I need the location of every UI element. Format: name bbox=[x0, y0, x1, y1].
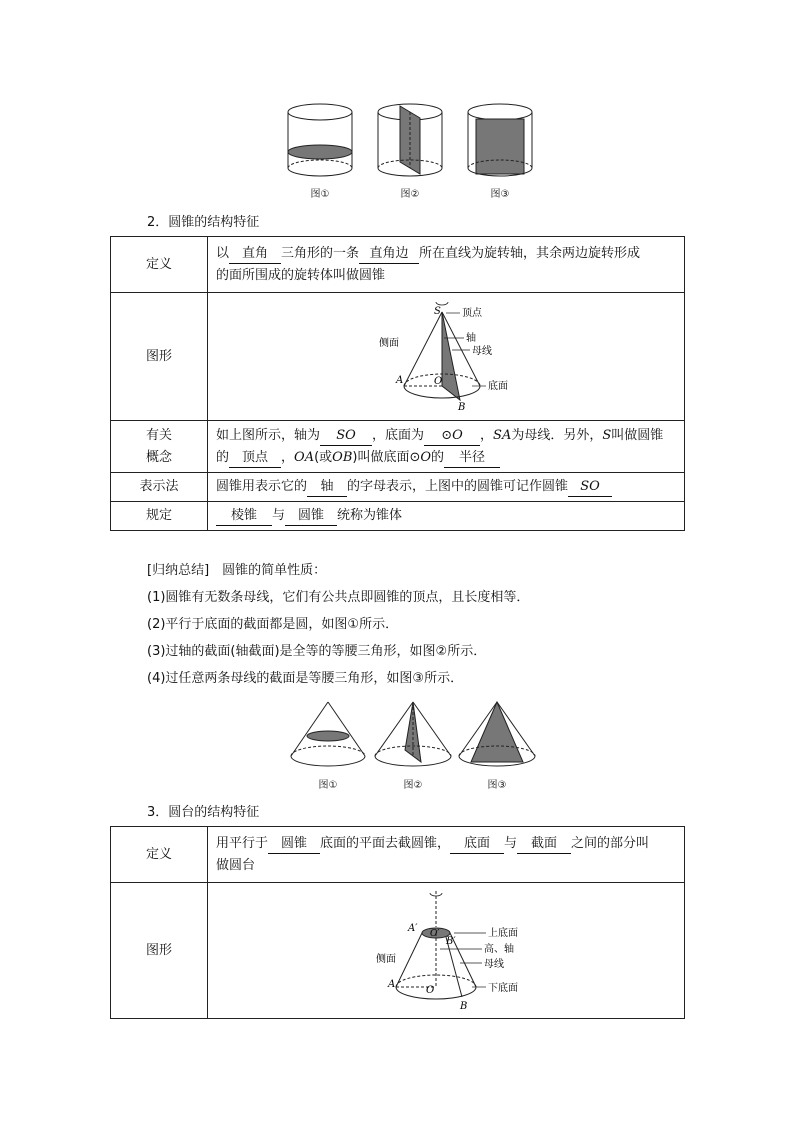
label-base: 底面 bbox=[488, 380, 508, 392]
blank-answer: SO bbox=[568, 478, 612, 497]
cone-rule-row bbox=[111, 502, 685, 531]
label-generatrix: 母线 bbox=[472, 345, 492, 357]
text: 叫做圆锥 bbox=[611, 427, 664, 443]
label-O: O bbox=[426, 984, 435, 996]
cone-property-caption-3: 图③ bbox=[487, 780, 507, 791]
cylinder-caption-1: 图① bbox=[310, 189, 330, 200]
label-vertex: 顶点 bbox=[462, 307, 482, 319]
cone-diagram bbox=[376, 298, 576, 416]
cone-definition-label: 定义 bbox=[111, 237, 208, 293]
summary-item-3: (3)过轴的截面(轴截面)是全等的等腰三角形，如图②所示． bbox=[147, 644, 487, 659]
cylinder-caption-3: 图③ bbox=[490, 189, 510, 200]
blank-answer: 截面 bbox=[517, 835, 571, 854]
label-B: B bbox=[460, 1000, 468, 1012]
frustum-figure-cell bbox=[208, 883, 685, 1019]
text: OA bbox=[294, 449, 315, 465]
text: 如上图所示，轴为 bbox=[216, 427, 321, 443]
blank-answer: ⊙O bbox=[424, 427, 480, 446]
blank-answer: 底面 bbox=[450, 835, 504, 854]
cone-property-figures bbox=[285, 700, 540, 775]
blank-answer: 顶点 bbox=[229, 449, 281, 468]
text: )叫做底面⊙ bbox=[352, 449, 421, 465]
text: O bbox=[420, 449, 432, 465]
blank-answer: 棱锥 bbox=[216, 507, 272, 526]
text: 底面的平面去截圆锥， bbox=[320, 835, 451, 851]
cone-section-heading: 2．圆锥的结构特征 bbox=[147, 215, 260, 230]
cone-notation-label: 表示法 bbox=[111, 473, 208, 502]
text: 之间的部分叫 bbox=[571, 835, 650, 851]
cone-figure-label: 图形 bbox=[111, 293, 208, 421]
blank-answer: 轴 bbox=[307, 478, 347, 497]
label-A: A bbox=[388, 978, 396, 990]
cylinder-figure-3 bbox=[468, 104, 532, 176]
cone-property-caption-1: 图① bbox=[318, 780, 338, 791]
text: 与 bbox=[504, 835, 518, 851]
text: ， bbox=[281, 449, 295, 465]
summary-item-2: (2)平行于底面的截面都是圆，如图①所示． bbox=[147, 617, 399, 632]
text: (或 bbox=[314, 449, 333, 465]
label-A: A bbox=[396, 374, 404, 386]
text: 为母线．另外， bbox=[511, 427, 603, 443]
cone-property-figure-3 bbox=[459, 702, 535, 766]
cone-figure-row bbox=[111, 293, 685, 421]
summary-title: [归纳总结] 圆锥的简单性质： bbox=[147, 563, 327, 578]
cone-figure-cell bbox=[208, 293, 685, 421]
text: 与 bbox=[272, 508, 286, 523]
text: SA bbox=[493, 427, 512, 443]
cone-rule-content bbox=[208, 502, 685, 531]
cone-definition-content bbox=[208, 237, 685, 293]
text: OB bbox=[332, 449, 353, 465]
frustum-figure-label: 图形 bbox=[111, 883, 208, 1019]
cone-property-figure-2 bbox=[375, 702, 451, 766]
blank-answer: 半径 bbox=[444, 449, 500, 468]
label-B-prime: B′ bbox=[446, 935, 456, 947]
frustum-definition-row bbox=[111, 827, 685, 883]
label-generatrix: 母线 bbox=[484, 958, 504, 970]
cone-concepts-label bbox=[111, 421, 208, 473]
text: 的 bbox=[431, 449, 445, 465]
blank-answer: SO bbox=[320, 427, 372, 446]
text: 所在直线为旋转轴，其余两边旋转形成 bbox=[419, 245, 641, 261]
summary-item-1: (1)圆锥有无数条母线，它们有公共点即圆锥的顶点，且长度相等． bbox=[147, 590, 530, 605]
frustum-figure-row bbox=[111, 883, 685, 1019]
label-height-axis: 高、轴 bbox=[484, 943, 514, 955]
label-S: S bbox=[434, 305, 441, 317]
label-side: 侧面 bbox=[376, 953, 396, 965]
cone-notation-row bbox=[111, 473, 685, 502]
cone-definition-row bbox=[111, 237, 685, 293]
text: 的字母表示，上图中的圆锥可记作圆锥 bbox=[347, 479, 569, 494]
label-side: 侧面 bbox=[379, 337, 399, 349]
summary-item-4: (4)过任意两条母线的截面是等腰三角形，如图③所示． bbox=[147, 671, 464, 686]
text: 概念 bbox=[145, 449, 172, 465]
text: 三角形的一条 bbox=[281, 245, 360, 261]
frustum-definition-label: 定义 bbox=[111, 827, 208, 883]
text: 统称为锥体 bbox=[337, 508, 403, 523]
text: ， bbox=[480, 427, 494, 443]
blank-answer: 直角 bbox=[229, 245, 281, 264]
text: 有关 bbox=[145, 427, 172, 443]
cylinder-caption-2: 图② bbox=[400, 189, 420, 200]
cone-concepts-row bbox=[111, 421, 685, 473]
label-B: B bbox=[458, 401, 466, 413]
cone-rule-label: 规定 bbox=[111, 502, 208, 531]
text: 圆锥用表示它的 bbox=[216, 479, 308, 494]
text: 用平行于 bbox=[216, 835, 269, 851]
text: S bbox=[602, 427, 612, 443]
text: 以 bbox=[216, 245, 230, 261]
label-bottom-base: 下底面 bbox=[488, 982, 518, 994]
label-axis: 轴 bbox=[466, 332, 476, 344]
cone-notation-content bbox=[208, 473, 685, 502]
text: 的 bbox=[216, 449, 230, 465]
cone-concepts-content bbox=[208, 421, 685, 473]
label-top-base: 上底面 bbox=[488, 927, 518, 939]
cone-property-figure-1 bbox=[291, 702, 365, 766]
frustum-diagram bbox=[376, 887, 576, 1015]
blank-answer: 直角边 bbox=[359, 245, 419, 264]
text: ，底面为 bbox=[372, 427, 425, 443]
cone-property-caption-2: 图② bbox=[403, 780, 423, 791]
cylinder-figure-1 bbox=[288, 104, 352, 176]
frustum-structure-table bbox=[110, 826, 685, 1019]
text: 做圆台 bbox=[216, 857, 256, 873]
blank-answer: 圆锥 bbox=[268, 835, 320, 854]
text: 的面所围成的旋转体叫做圆锥 bbox=[216, 267, 386, 283]
frustum-definition-content bbox=[208, 827, 685, 883]
cylinder-figure-2 bbox=[378, 104, 442, 176]
label-O-prime: O′ bbox=[430, 928, 440, 939]
cone-structure-table bbox=[110, 236, 685, 531]
label-O: O bbox=[434, 375, 443, 387]
label-A-prime: A′ bbox=[408, 922, 418, 934]
blank-answer: 圆锥 bbox=[285, 507, 337, 526]
frustum-section-heading: 3．圆台的结构特征 bbox=[147, 805, 260, 820]
